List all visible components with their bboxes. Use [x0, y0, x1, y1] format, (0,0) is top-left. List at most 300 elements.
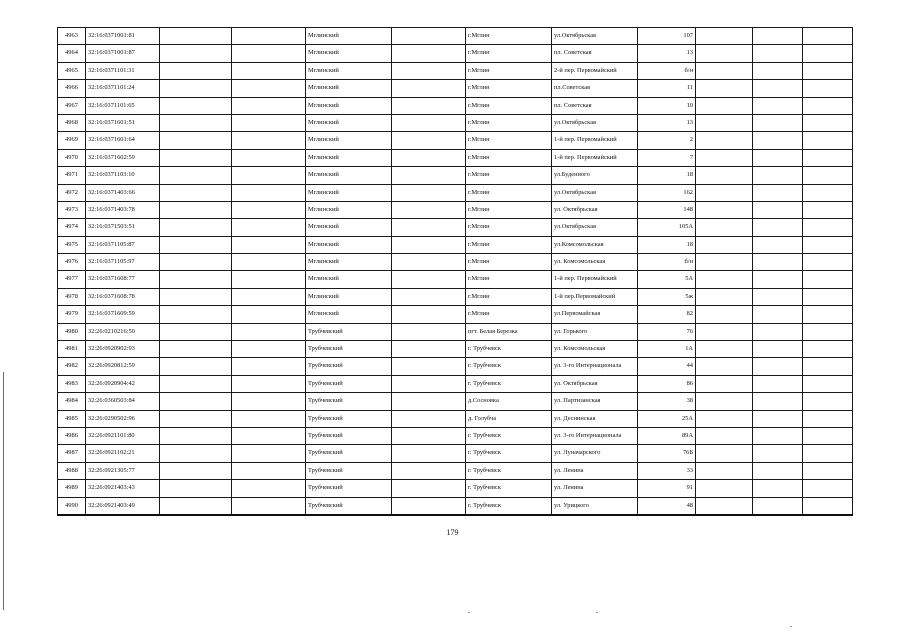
cell-street: ул. Комсомольская [552, 254, 638, 271]
cell-house-number: 11 [638, 80, 696, 97]
cell-empty [753, 323, 803, 340]
cell-empty [392, 480, 466, 497]
cell-house-number: 18 [638, 236, 696, 253]
cell-empty [803, 462, 853, 479]
cell-empty [232, 288, 306, 305]
cell-house-number: 1А [638, 341, 696, 358]
scan-edge-line [3, 372, 4, 610]
table-row [58, 201, 853, 218]
cell-empty [392, 445, 466, 462]
cell-empty [696, 45, 753, 62]
cell-cadastral-number: 32:16:0371001:87 [86, 45, 160, 62]
cell-empty [696, 306, 753, 323]
cell-district: Трубчевский [306, 410, 392, 427]
cell-empty [803, 219, 853, 236]
cell-empty [160, 184, 232, 201]
cell-empty [160, 393, 232, 410]
cell-settlement: г. Трубчевск [466, 480, 552, 497]
cell-street: ул.Буденного [552, 167, 638, 184]
registry-table-container [57, 27, 853, 516]
cell-house-number: 5ж [638, 288, 696, 305]
cell-number: 4974 [58, 219, 86, 236]
cell-empty [803, 341, 853, 358]
cell-empty [160, 97, 232, 114]
cell-empty [753, 271, 803, 288]
cell-district: Мглинский [306, 62, 392, 79]
cell-empty [696, 445, 753, 462]
cell-settlement: г.Мглин [466, 167, 552, 184]
cell-district: Мглинский [306, 219, 392, 236]
cell-empty [803, 393, 853, 410]
table-row [58, 97, 853, 114]
cell-house-number: 5А [638, 271, 696, 288]
cell-street: пл. Советская [552, 45, 638, 62]
cell-cadastral-number: 32:16:0371101:31 [86, 62, 160, 79]
cell-street: ул.Октябрьская [552, 28, 638, 45]
cell-empty [392, 149, 466, 166]
cell-street: ул. Октябрьская [552, 201, 638, 218]
cell-empty [160, 375, 232, 392]
cell-street: 1-й пер.Первомайский [552, 288, 638, 305]
cell-empty [803, 445, 853, 462]
cell-empty [803, 28, 853, 45]
cell-empty [753, 358, 803, 375]
cell-settlement: г.Мглин [466, 271, 552, 288]
cell-settlement: г.Мглин [466, 28, 552, 45]
cell-empty [160, 323, 232, 340]
cell-cadastral-number: 32:16:0371503:51 [86, 219, 160, 236]
cell-house-number: 10 [638, 97, 696, 114]
cell-district: Мглинский [306, 132, 392, 149]
cell-settlement: г. Трубчевск [466, 341, 552, 358]
cell-empty [160, 306, 232, 323]
cell-number: 4967 [58, 97, 86, 114]
cell-empty [696, 323, 753, 340]
cell-empty [803, 427, 853, 444]
cell-district: Трубчевский [306, 358, 392, 375]
cell-empty [160, 497, 232, 515]
cell-house-number: 82 [638, 306, 696, 323]
cell-settlement: г. Трубчевск [466, 375, 552, 392]
cell-house-number: 25А [638, 410, 696, 427]
cell-district: Трубчевский [306, 427, 392, 444]
cell-street: пл. Советская [552, 97, 638, 114]
cell-empty [232, 184, 306, 201]
cell-district: Мглинский [306, 271, 392, 288]
cell-empty [392, 462, 466, 479]
cell-empty [232, 497, 306, 515]
cell-empty [392, 306, 466, 323]
cell-empty [696, 97, 753, 114]
cell-number: 4963 [58, 28, 86, 45]
cell-empty [160, 28, 232, 45]
cell-empty [160, 219, 232, 236]
cell-settlement: г.Мглин [466, 97, 552, 114]
cell-cadastral-number: 32:16:0371609:59 [86, 306, 160, 323]
cell-number: 4972 [58, 184, 86, 201]
cell-empty [160, 427, 232, 444]
cell-cadastral-number: 32:16:0371001:81 [86, 28, 160, 45]
cell-empty [232, 480, 306, 497]
cell-settlement: г. Трубчевск [466, 358, 552, 375]
cell-cadastral-number: 32:16:0371608:78 [86, 288, 160, 305]
cell-empty [232, 271, 306, 288]
cell-empty [232, 114, 306, 131]
cell-district: Трубчевский [306, 375, 392, 392]
cell-number: 4973 [58, 201, 86, 218]
cell-empty [160, 45, 232, 62]
cell-empty [160, 358, 232, 375]
table-row [58, 375, 853, 392]
cell-empty [232, 62, 306, 79]
cell-empty [803, 80, 853, 97]
registry-table [57, 27, 853, 516]
cell-number: 4976 [58, 254, 86, 271]
table-row [58, 288, 853, 305]
cell-empty [696, 80, 753, 97]
cell-empty [803, 149, 853, 166]
cell-number: 4989 [58, 480, 86, 497]
cell-empty [696, 358, 753, 375]
cell-empty [392, 497, 466, 515]
cell-empty [803, 62, 853, 79]
cell-empty [392, 271, 466, 288]
cell-house-number: 148 [638, 201, 696, 218]
cell-street: ул.Октябрьская [552, 219, 638, 236]
cell-settlement: г.Мглин [466, 184, 552, 201]
cell-house-number: 105А [638, 219, 696, 236]
cell-empty [753, 97, 803, 114]
cell-number: 4975 [58, 236, 86, 253]
cell-settlement: г.Мглин [466, 288, 552, 305]
cell-district: Мглинский [306, 167, 392, 184]
cell-street: 1-й пер. Первомайский [552, 149, 638, 166]
cell-empty [392, 323, 466, 340]
cell-empty [392, 219, 466, 236]
cell-empty [392, 236, 466, 253]
cell-empty [753, 184, 803, 201]
cell-empty [392, 62, 466, 79]
cell-house-number: 33 [638, 462, 696, 479]
cell-empty [160, 462, 232, 479]
cell-cadastral-number: 32:26:0920812:59 [86, 358, 160, 375]
cell-empty [232, 445, 306, 462]
cell-empty [160, 341, 232, 358]
cell-empty [392, 167, 466, 184]
scan-speck [468, 612, 470, 613]
cell-empty [803, 201, 853, 218]
cell-settlement: г.Мглин [466, 62, 552, 79]
cell-empty [160, 149, 232, 166]
cell-number: 4980 [58, 323, 86, 340]
table-row [58, 219, 853, 236]
cell-empty [696, 393, 753, 410]
cell-house-number: 38 [638, 393, 696, 410]
cell-number: 4981 [58, 341, 86, 358]
cell-empty [803, 45, 853, 62]
cell-number: 4985 [58, 410, 86, 427]
cell-district: Трубчевский [306, 445, 392, 462]
table-row [58, 306, 853, 323]
cell-district: Трубчевский [306, 497, 392, 515]
cell-street: ул. Комсомольская [552, 341, 638, 358]
cell-cadastral-number: 32:16:0371403:78 [86, 201, 160, 218]
cell-cadastral-number: 32:26:0920902:93 [86, 341, 160, 358]
cell-settlement: г. Трубчевск [466, 497, 552, 515]
cell-empty [160, 288, 232, 305]
cell-empty [753, 427, 803, 444]
cell-district: Мглинский [306, 80, 392, 97]
cell-house-number: 107 [638, 28, 696, 45]
cell-empty [232, 97, 306, 114]
cell-district: Мглинский [306, 288, 392, 305]
cell-empty [696, 410, 753, 427]
cell-cadastral-number: 32:26:0290502:96 [86, 410, 160, 427]
cell-empty [696, 288, 753, 305]
cell-street: ул.Октябрьская [552, 114, 638, 131]
cell-empty [392, 80, 466, 97]
cell-empty [392, 28, 466, 45]
cell-empty [753, 149, 803, 166]
cell-street: пл.Советская [552, 80, 638, 97]
table-row [58, 149, 853, 166]
cell-cadastral-number: 32:26:0921403:43 [86, 480, 160, 497]
cell-street: ул. Партизанская [552, 393, 638, 410]
cell-number: 4971 [58, 167, 86, 184]
cell-house-number: 13 [638, 114, 696, 131]
cell-empty [696, 149, 753, 166]
cell-empty [160, 114, 232, 131]
cell-settlement: г.Мглин [466, 201, 552, 218]
cell-empty [160, 167, 232, 184]
cell-empty [696, 28, 753, 45]
cell-empty [232, 427, 306, 444]
cell-empty [753, 497, 803, 515]
cell-empty [803, 410, 853, 427]
cell-settlement: г.Мглин [466, 80, 552, 97]
cell-district: Мглинский [306, 306, 392, 323]
cell-cadastral-number: 32:26:0920904:42 [86, 375, 160, 392]
cell-number: 4984 [58, 393, 86, 410]
cell-empty [160, 132, 232, 149]
cell-empty [232, 236, 306, 253]
cell-cadastral-number: 32:26:0360503:84 [86, 393, 160, 410]
cell-empty [753, 62, 803, 79]
scan-speck [596, 612, 598, 613]
cell-street: ул. Ленина [552, 480, 638, 497]
cell-cadastral-number: 32:26:0921403:49 [86, 497, 160, 515]
cell-empty [753, 480, 803, 497]
cell-empty [753, 341, 803, 358]
cell-empty [803, 375, 853, 392]
cell-settlement: г.Мглин [466, 45, 552, 62]
cell-number: 4983 [58, 375, 86, 392]
cell-settlement: г. Трубчевск [466, 427, 552, 444]
cell-number: 4987 [58, 445, 86, 462]
cell-street: ул. Горького [552, 323, 638, 340]
cell-street: ул. Луначарского [552, 445, 638, 462]
table-row [58, 80, 853, 97]
cell-district: Трубчевский [306, 393, 392, 410]
cell-cadastral-number: 32:16:0371101:24 [86, 80, 160, 97]
table-row [58, 184, 853, 201]
cell-empty [232, 28, 306, 45]
cell-empty [232, 254, 306, 271]
cell-empty [803, 358, 853, 375]
cell-district: Мглинский [306, 97, 392, 114]
cell-empty [232, 219, 306, 236]
cell-empty [753, 201, 803, 218]
cell-district: Мглинский [306, 254, 392, 271]
cell-empty [696, 497, 753, 515]
cell-empty [753, 375, 803, 392]
cell-settlement: г. Трубчевск [466, 445, 552, 462]
cell-empty [392, 201, 466, 218]
cell-empty [753, 45, 803, 62]
cell-empty [232, 358, 306, 375]
cell-cadastral-number: 32:16:0371601:51 [86, 114, 160, 131]
table-row [58, 28, 853, 45]
cell-number: 4977 [58, 271, 86, 288]
cell-street: ул. Деснинская [552, 410, 638, 427]
cell-empty [753, 445, 803, 462]
table-row [58, 358, 853, 375]
cell-empty [392, 410, 466, 427]
cell-number: 4978 [58, 288, 86, 305]
cell-cadastral-number: 32:16:0371608:77 [86, 271, 160, 288]
cell-empty [232, 393, 306, 410]
cell-settlement: г.Мглин [466, 236, 552, 253]
cell-empty [696, 114, 753, 131]
cell-empty [803, 323, 853, 340]
cell-empty [232, 375, 306, 392]
cell-cadastral-number: 32:16:0371105:87 [86, 236, 160, 253]
cell-cadastral-number: 32:26:0921102:21 [86, 445, 160, 462]
page-number: 179 [446, 528, 459, 537]
cell-district: Трубчевский [306, 341, 392, 358]
cell-number: 4969 [58, 132, 86, 149]
cell-empty [753, 219, 803, 236]
cell-cadastral-number: 32:16:0371403:66 [86, 184, 160, 201]
cell-house-number: 86 [638, 375, 696, 392]
cell-empty [803, 497, 853, 515]
cell-empty [232, 462, 306, 479]
registry-table-body [58, 28, 853, 515]
cell-street: ул.Комсомольская [552, 236, 638, 253]
cell-house-number: 89А [638, 427, 696, 444]
cell-empty [160, 445, 232, 462]
cell-empty [753, 288, 803, 305]
cell-house-number: 18 [638, 167, 696, 184]
cell-empty [696, 236, 753, 253]
cell-empty [392, 254, 466, 271]
table-row [58, 132, 853, 149]
cell-street: ул. 3-го Интернационала [552, 427, 638, 444]
cell-district: Мглинский [306, 236, 392, 253]
cell-empty [392, 393, 466, 410]
cell-house-number: 48 [638, 497, 696, 515]
cell-district: Мглинский [306, 201, 392, 218]
cell-settlement: г.Мглин [466, 306, 552, 323]
cell-empty [160, 271, 232, 288]
cell-empty [753, 80, 803, 97]
cell-empty [753, 114, 803, 131]
cell-empty [160, 201, 232, 218]
cell-empty [160, 80, 232, 97]
cell-district: Трубчевский [306, 323, 392, 340]
cell-empty [696, 167, 753, 184]
cell-empty [232, 149, 306, 166]
cell-district: Мглинский [306, 114, 392, 131]
table-row [58, 393, 853, 410]
cell-number: 4986 [58, 427, 86, 444]
cell-cadastral-number: 32:16:0371103:10 [86, 167, 160, 184]
cell-empty [696, 462, 753, 479]
cell-house-number: 13 [638, 45, 696, 62]
cell-empty [803, 480, 853, 497]
cell-empty [803, 288, 853, 305]
cell-empty [696, 480, 753, 497]
cell-empty [392, 341, 466, 358]
cell-settlement: г.Мглин [466, 149, 552, 166]
cell-house-number: б/н [638, 62, 696, 79]
cell-empty [696, 254, 753, 271]
cell-cadastral-number: 32:26:0921101:80 [86, 427, 160, 444]
cell-empty [753, 306, 803, 323]
cell-number: 4964 [58, 45, 86, 62]
cell-settlement: г.Мглин [466, 114, 552, 131]
cell-empty [803, 132, 853, 149]
cell-cadastral-number: 32:26:0921305:77 [86, 462, 160, 479]
cell-cadastral-number: 32:16:0371101:65 [86, 97, 160, 114]
cell-empty [803, 97, 853, 114]
cell-empty [696, 219, 753, 236]
table-row [58, 480, 853, 497]
cell-empty [803, 114, 853, 131]
cell-street: 1-й пер. Первомайский [552, 132, 638, 149]
cell-empty [232, 410, 306, 427]
cell-street: 1-й пер. Первомайский [552, 271, 638, 288]
cell-number: 4990 [58, 497, 86, 515]
table-row [58, 167, 853, 184]
cell-empty [392, 375, 466, 392]
table-row [58, 497, 853, 515]
cell-number: 4979 [58, 306, 86, 323]
cell-empty [232, 323, 306, 340]
cell-street: ул.Первомайская [552, 306, 638, 323]
cell-street: ул. Урицкого [552, 497, 638, 515]
cell-settlement: пгт. Белая Березка [466, 323, 552, 340]
cell-number: 4970 [58, 149, 86, 166]
cell-district: Мглинский [306, 45, 392, 62]
cell-empty [392, 97, 466, 114]
cell-empty [753, 254, 803, 271]
cell-street: ул.Октябрьская [552, 184, 638, 201]
cell-empty [392, 132, 466, 149]
cell-street: 2-й пер. Первомайский [552, 62, 638, 79]
cell-number: 4982 [58, 358, 86, 375]
cell-empty [696, 201, 753, 218]
cell-empty [696, 375, 753, 392]
cell-cadastral-number: 32:16:0371602:59 [86, 149, 160, 166]
cell-street: ул. Октябрьская [552, 375, 638, 392]
table-row [58, 341, 853, 358]
cell-empty [392, 114, 466, 131]
cell-empty [753, 28, 803, 45]
cell-number: 4988 [58, 462, 86, 479]
table-row [58, 462, 853, 479]
table-row [58, 445, 853, 462]
